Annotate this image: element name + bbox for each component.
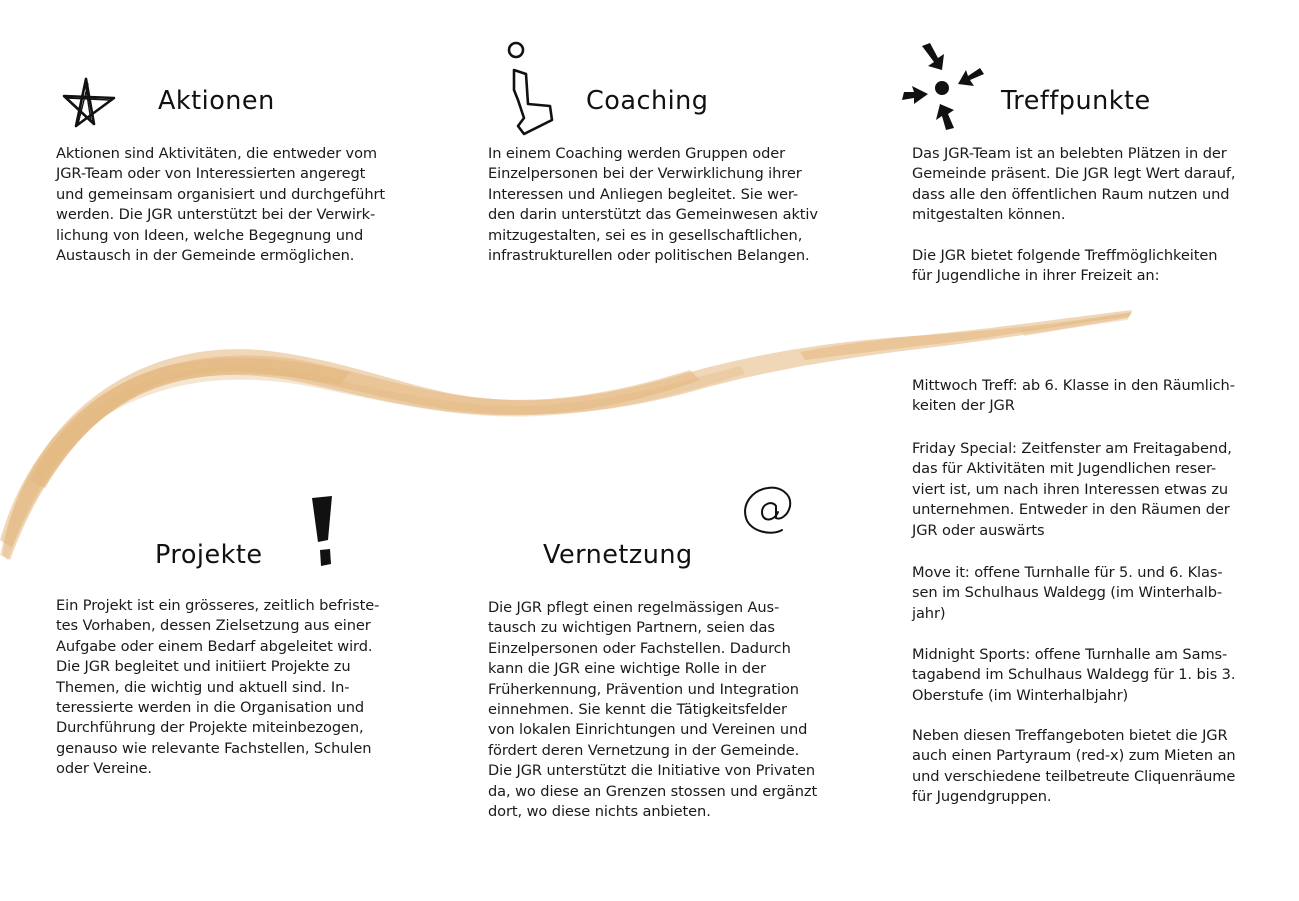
at-sign-icon	[738, 482, 800, 538]
vernetzung-title: Vernetzung	[543, 540, 693, 570]
treffpunkte-title: Treffpunkte	[1001, 86, 1151, 116]
person-figure-icon	[504, 40, 560, 138]
coaching-text: In einem Coaching werden Gruppen oder Einzelpersonen bei der Verwirklichung ihrer Interessen und Anliegen begleitet. Sie wer- den darin unterstützt das Gemeinwesen aktiv mitzugestalten, sei es in gesellschaftlichen, infrastrukturellen oder politischen Belangen.	[488, 145, 818, 265]
projekte-text: Ein Projekt ist ein grösseres, zeitlich befriste- tes Vorhaben, dessen Zielsetzung aus einer Aufgabe oder einem Bedarf abgeleitet wird. Die JGR begleitet und initiiert Projekte zu Themen, die wichtig und aktuell sind. In- teressierte werden in die Organisation und Durchführung der Projekte miteinbezogen, genauso wie relevante Fachstellen, Schulen oder Vereine.	[56, 597, 380, 778]
treff-item-friday: Friday Special: Zeitfenster am Freitagabend, das für Aktivitäten mit Jugendlichen reser- viert ist, um nach ihren Interessen etwas zu unternehmen. Entweder in den Räumen der JGR oder auswärts	[912, 440, 1232, 539]
treffpunkte-intro: Das JGR-Team ist an belebten Plätzen in der Gemeinde präsent. Die JGR legt Wert darauf, dass alle den öffentlichen Raum nutzen und mitgestalten können.	[912, 145, 1236, 224]
treff-item-mittwoch: Mittwoch Treff: ab 6. Klasse in den Räumlich- keiten der JGR	[912, 377, 1235, 415]
exclamation-icon	[306, 494, 346, 568]
star-scribble-icon	[58, 76, 118, 132]
arrows-converging-icon	[900, 40, 990, 132]
coaching-title: Coaching	[586, 86, 709, 116]
vernetzung-text: Die JGR pflegt einen regelmässigen Aus- tausch zu wichtigen Partnern, seien das Einzelpersonen oder Fachstellen. Dadurch kann die JGR eine wichtige Rolle in der Früherkennung, Prävention und Integration einnehmen. Sie kennt die Tätigkeitsfelder von lokalen Einrichtungen und Vereinen und fördert deren Vernetzung in der Gemeinde. Die JGR unterstützt die Initiative von Privaten da, wo diese an Grenzen stossen und ergänzt dort, wo diese nichts anbieten.	[488, 599, 818, 821]
treff-item-move-it: Move it: offene Turnhalle für 5. und 6. Klas- sen im Schulhaus Waldegg (im Winterhalb- jahr)	[912, 564, 1223, 622]
projekte-title: Projekte	[155, 540, 263, 570]
treff-item-midnight: Midnight Sports: offene Turnhalle am Sams- tagabend im Schulhaus Waldegg für 1. bis 3. Oberstufe (im Winterhalbjahr)	[912, 646, 1236, 704]
aktionen-title: Aktionen	[158, 86, 275, 116]
aktionen-text: Aktionen sind Aktivitäten, die entweder vom JGR-Team oder von Interessierten angeregt und gemeinsam organisiert und durchgeführt werden. Die JGR unterstützt bei der Verwirk- lichung von Ideen, welche Begegnung und Austausch in der Gemeinde ermöglichen.	[56, 145, 385, 265]
treffpunkte-offer-intro: Die JGR bietet folgende Treffmöglichkeiten für Jugendliche in ihrer Freizeit an:	[912, 247, 1218, 285]
treff-item-partyraum: Neben diesen Treffangeboten bietet die JGR auch einen Partyraum (red-x) zum Mieten an und verschiedene teilbetreute Cliquenräume für Jugendgruppen.	[912, 727, 1236, 806]
